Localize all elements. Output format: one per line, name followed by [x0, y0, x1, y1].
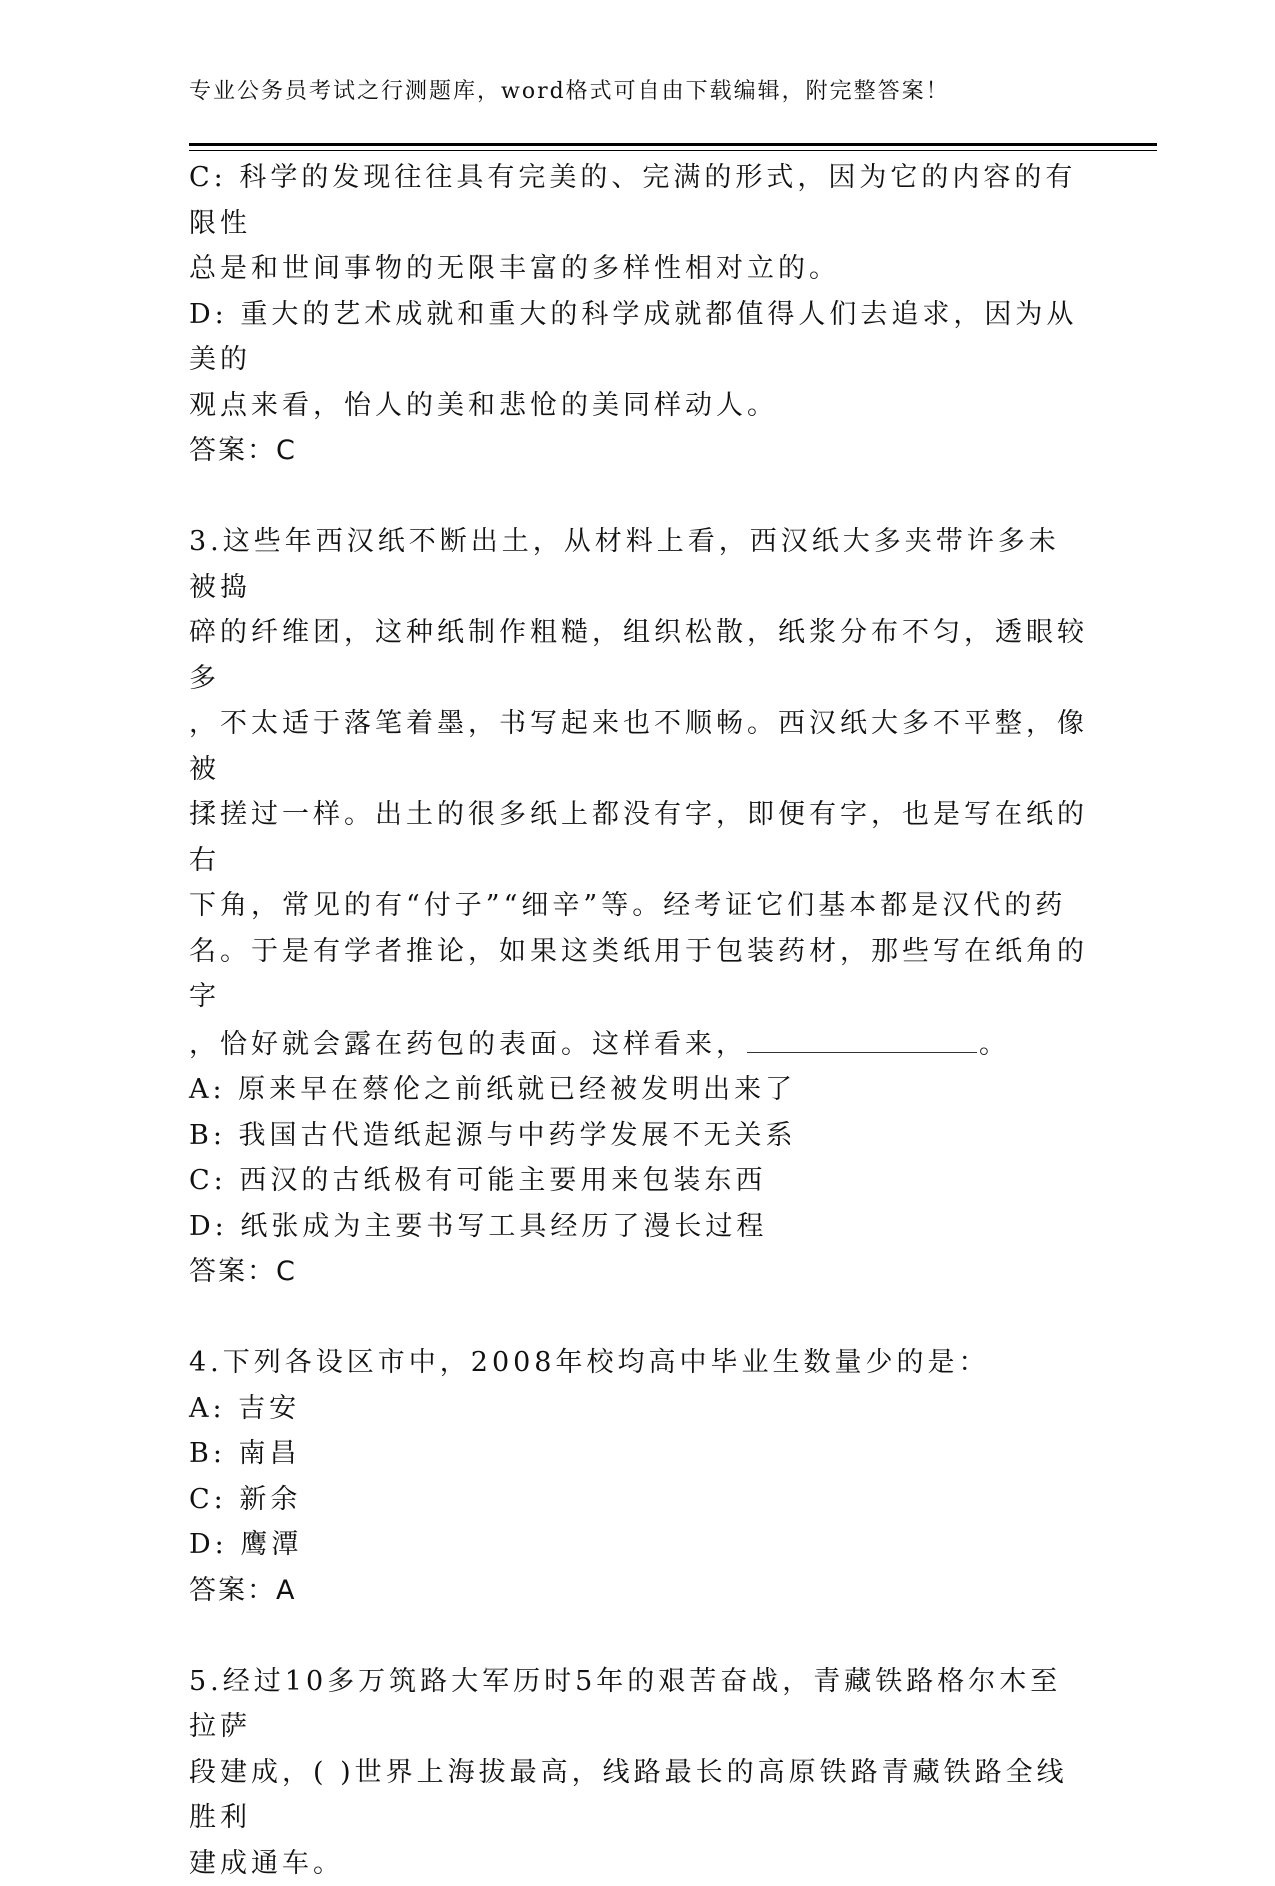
q3-option-d: D: 纸张成为主要书写工具经历了漫长过程: [189, 1204, 1089, 1250]
header-rule-thick: [189, 143, 1157, 146]
q3-text-line: ，不太适于落笔着墨，书写起来也不顺畅。西汉纸大多不平整，像被: [189, 701, 1089, 792]
q3-answer: 答案：C: [189, 1249, 1089, 1295]
q5-text-line: 建成通车。: [189, 1841, 1089, 1886]
q4-option-d: D: 鹰潭: [189, 1522, 1089, 1568]
q4-question: 4.下列各设区市中，2008年校均高中毕业生数量少的是：: [189, 1340, 1089, 1386]
q3-text-last-line: [189, 1020, 1089, 1068]
q4-option-b: B: 南昌: [189, 1431, 1089, 1477]
q3-text-line: 揉搓过一样。出土的很多纸上都没有字，即便有字，也是写在纸的右: [189, 792, 1089, 883]
q2-option-d-line2: 观点来看，怡人的美和悲怆的美同样动人。: [189, 383, 1089, 429]
q4-option-a: A: 吉安: [189, 1386, 1089, 1432]
q2-option-d-line1: D: 重大的艺术成就和重大的科学成就都值得人们去追求，因为从美的: [189, 292, 1089, 383]
q3-option-c: C: 西汉的古纸极有可能主要用来包装东西: [189, 1158, 1089, 1204]
spacer: [189, 1295, 1089, 1341]
q3-option-b: B: 我国古代造纸起源与中药学发展不无关系: [189, 1113, 1089, 1159]
document-body: [189, 155, 1089, 1886]
fill-in-blank: [747, 1020, 977, 1053]
q3-text-line: 3.这些年西汉纸不断出土，从材料上看，西汉纸大多夹带许多未被捣: [189, 519, 1089, 610]
q5-text-line: 段建成，( )世界上海拔最高，线路最长的高原铁路青藏铁路全线胜利: [189, 1750, 1089, 1841]
q3-option-a: A: 原来早在蔡伦之前纸就已经被发明出来了: [189, 1067, 1089, 1113]
page-header: 专业公务员考试之行测题库，word格式可自由下载编辑，附完整答案！: [189, 74, 950, 105]
spacer: [189, 1613, 1089, 1659]
q3-text-line: 名。于是有学者推论，如果这类纸用于包装药材，那些写在纸角的字: [189, 929, 1089, 1020]
spacer: [189, 474, 1089, 520]
q3-last-line-suffix: 。: [979, 1029, 1010, 1060]
q5-text-line: 5.经过10多万筑路大军历时5年的艰苦奋战，青藏铁路格尔木至拉萨: [189, 1659, 1089, 1750]
q3-text-line: 碎的纤维团，这种纸制作粗糙，组织松散，纸浆分布不匀，透眼较多: [189, 610, 1089, 701]
q3-text-line: 下角，常见的有“付子”“细辛”等。经考证它们基本都是汉代的药: [189, 883, 1089, 929]
q3-last-line-prefix: ，恰好就会露在药包的表面。这样看来，: [189, 1029, 747, 1060]
q4-answer: 答案：A: [189, 1568, 1089, 1614]
q2-option-c-line1: C: 科学的发现往往具有完美的、完满的形式，因为它的内容的有限性: [189, 155, 1089, 246]
q2-answer: 答案：C: [189, 428, 1089, 474]
q4-option-c: C: 新余: [189, 1477, 1089, 1523]
header-rule-thin: [189, 150, 1157, 151]
q2-option-c-line2: 总是和世间事物的无限丰富的多样性相对立的。: [189, 246, 1089, 292]
